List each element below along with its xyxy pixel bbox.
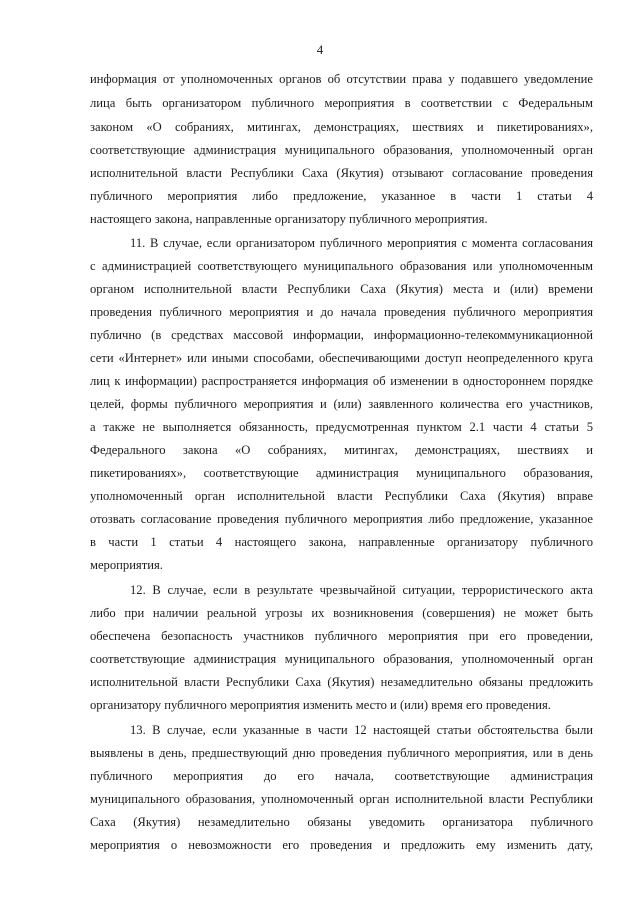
text-line: публичного мероприятия до его начала, соответствующие администрация [90, 769, 593, 783]
text-line: проведения публичного мероприятия и до начала проведения публичного мероприятия [90, 305, 593, 319]
text-line: организатору публичного мероприятия изменить место и (или) время его проведения. [90, 698, 551, 712]
text-line: мероприятия. [90, 558, 163, 572]
text-line: муниципального образования, уполномоченный орган исполнительной власти Республики [90, 792, 593, 806]
text-line: исполнительной власти Республики Саха (Якутия) незамедлительно обязаны предложить [90, 675, 593, 689]
text-line: уполномоченный орган исполнительной власти Республики Саха (Якутия) вправе [90, 489, 593, 503]
text-line: сети «Интернет» или иными способами, обеспечивающими доступ неопределенного круга [90, 351, 593, 365]
text-line: с администрацией соответствующего муниципального образования или уполномоченным [90, 259, 593, 273]
page-number: 4 [316, 42, 324, 57]
text-line: 11. В случае, если организатором публичного мероприятия с момента согласования [130, 236, 593, 250]
text-line: Федерального закона «О собраниях, митингах, демонстрациях, шествиях и [90, 443, 593, 457]
text-line: публично (в средствах массовой информации, информационно-телекоммуникационной [90, 328, 593, 342]
text-line: публичного мероприятия либо предложение, указанное в части 1 статьи 4 [90, 189, 593, 203]
text-line: лиц к информации) распространяется информация об изменении в одностороннем порядке [90, 374, 593, 388]
text-line: а также не выполняется обязанность, предусмотренная пунктом 2.1 части 4 статьи 5 [90, 420, 593, 434]
text-line: соответствующие администрация муниципального образования, уполномоченный орган [90, 143, 593, 157]
text-line: выявлены в день, предшествующий дню проведения публичного мероприятия, или в день [90, 746, 593, 760]
text-line: в части 1 статьи 4 настоящего закона, направленные организатору публичного [90, 535, 593, 549]
text-line: настоящего закона, направленные организатору публичного мероприятия. [90, 212, 488, 226]
text-line: отозвать согласование проведения публичного мероприятия либо предложение, указанное [90, 512, 593, 526]
text-line: информация от уполномоченных органов об отсутствии права у подавшего уведомление [90, 72, 593, 86]
text-line: соответствующие администрация муниципального образования, уполномоченный орган [90, 652, 593, 666]
text-line: пикетированиях», соответствующие администрация муниципального образования, [90, 466, 593, 480]
text-line: 13. В случае, если указанные в части 12 настоящей статьи обстоятельства были [130, 723, 593, 737]
text-line: обеспечена безопасность участников публичного мероприятия при его проведении, [90, 629, 593, 643]
text-line: 12. В случае, если в результате чрезвычайной ситуации, террористического акта [130, 583, 593, 597]
text-line: органом исполнительной власти Республики Саха (Якутия) места и (или) времени [90, 282, 593, 296]
text-line: мероприятия о невозможности его проведения и предложить ему изменить дату, [90, 838, 593, 852]
text-line: законом «О собраниях, митингах, демонстрациях, шествиях и пикетированиях», [90, 120, 593, 134]
text-line: целей, формы публичного мероприятия и (или) заявленного количества его участников, [90, 397, 593, 411]
text-line: исполнительной власти Республики Саха (Якутия) отзывают согласование проведения [90, 166, 593, 180]
text-line: либо при наличии реальной угрозы их возникновения (совершения) не может быть [90, 606, 593, 620]
text-line: лица быть организатором публичного мероприятия в соответствии с Федеральным [90, 96, 593, 110]
text-line: Саха (Якутия) незамедлительно обязаны уведомить организатора публичного [90, 815, 593, 829]
